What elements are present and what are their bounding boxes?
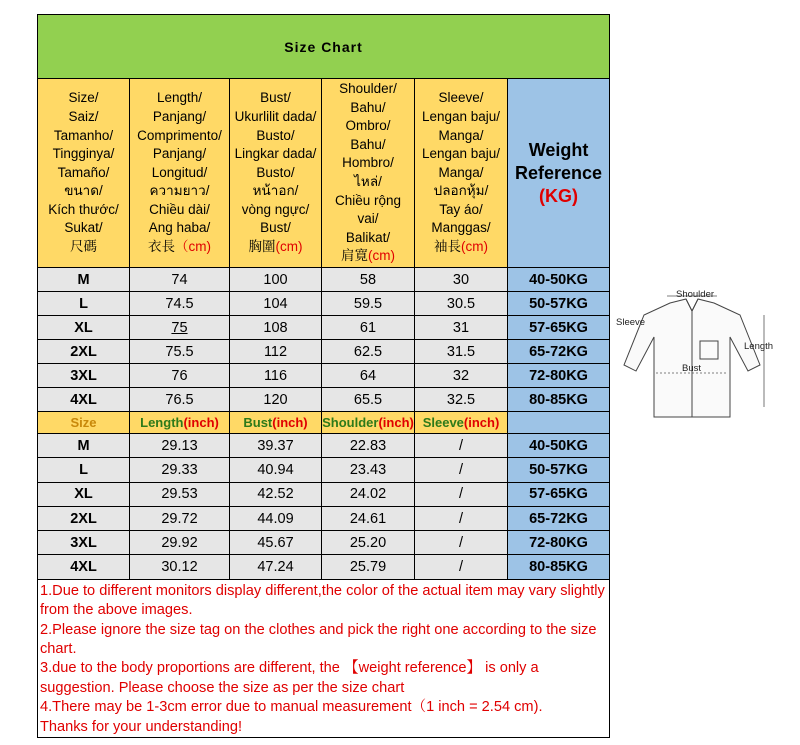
header-bust-cn: 胸圍 (248, 239, 276, 255)
h-sleeve-line: Lengan baju/ (421, 108, 501, 124)
inch-bust-cell: 45.67 (230, 531, 322, 555)
inch-header-shoulder-unit: (inch) (378, 415, 414, 430)
inch-size-cell: XL (38, 482, 130, 506)
h-size-line: Tamaño/ (57, 164, 110, 180)
cm-row (38, 268, 610, 292)
shirt-measurement-diagram (612, 285, 787, 425)
inch-sleeve-cell: / (415, 458, 508, 482)
h-shoulder-line: Ombro/ (345, 118, 391, 134)
h-shoulder-line: Balikat/ (345, 229, 391, 245)
h-shoulder-line: Shoulder/ (339, 81, 397, 97)
cm-row (38, 364, 610, 388)
cm-size-cell: M (38, 268, 130, 292)
h-shoulder-line: ไหล่/ (354, 174, 382, 189)
cm-bust-cell: 120 (230, 388, 322, 412)
inch-shoulder-cell: 23.43 (322, 458, 415, 482)
header-size (38, 79, 130, 268)
inch-size-cell: L (38, 458, 130, 482)
inch-weight-cell: 72-80KG (508, 531, 610, 555)
inch-weight-cell: 80-85KG (508, 555, 610, 579)
cm-size-cell: L (38, 292, 130, 316)
header-length-unit: （cm) (175, 239, 211, 255)
cm-sleeve-cell: 31 (415, 316, 508, 340)
h-length-line: Ang haba/ (148, 220, 211, 236)
diagram-shoulder-label: Shoulder (676, 289, 715, 300)
cm-shoulder-cell: 61 (322, 316, 415, 340)
inch-weight-cell: 40-50KG (508, 434, 610, 458)
h-shoulder-line: Bahu/ (350, 136, 386, 152)
weight-title-line2: Reference (515, 162, 603, 183)
inch-header-sleeve-label: Sleeve (422, 415, 464, 430)
inch-bust-cell: 39.37 (230, 434, 322, 458)
inch-weight-cell: 65-72KG (508, 506, 610, 530)
size-chart (37, 14, 609, 738)
inch-size-cell: 2XL (38, 506, 130, 530)
cm-bust-cell: 108 (230, 316, 322, 340)
note-1: 1.Due to different monitors display different,the color of the actual item may vary slightly from the above images. (40, 582, 605, 619)
inch-header-sleeve-unit: (inch) (463, 415, 500, 430)
h-sleeve-line: Manga/ (438, 164, 484, 180)
cm-shoulder-cell: 62.5 (322, 340, 415, 364)
h-shoulder-line: Bahu/ (350, 99, 386, 115)
inch-sleeve-cell: / (415, 555, 508, 579)
inch-header-length-unit: (inch) (183, 415, 219, 430)
h-sleeve-line: Sleeve/ (438, 90, 484, 106)
inch-length-cell: 30.12 (130, 555, 230, 579)
inch-size-cell: 3XL (38, 531, 130, 555)
cm-bust-cell: 104 (230, 292, 322, 316)
cm-sleeve-cell: 32 (415, 364, 508, 388)
cm-row (38, 292, 610, 316)
inch-size-cell: M (38, 434, 130, 458)
header-sleeve-unit: (cm) (461, 239, 488, 255)
h-length-line: Chiều dài/ (149, 201, 210, 217)
cm-shoulder-cell: 64 (322, 364, 415, 388)
inch-row (38, 458, 610, 482)
note-3: 3.due to the body proportions are different, the 【weight reference】 is only a suggestion. Please choose the size as per the size chart (40, 660, 539, 696)
h-length-line: ความยาว/ (149, 183, 210, 199)
inch-header-shoulder (322, 412, 415, 434)
cm-length-cell: 74 (130, 268, 230, 292)
cm-bust-cell: 100 (230, 268, 322, 292)
h-size-line: ขนาด/ (64, 183, 103, 199)
weight-title-line1: Weight (528, 139, 589, 160)
h-size-line: Sukat/ (64, 220, 103, 236)
inch-bust-cell: 44.09 (230, 506, 322, 530)
cm-size-cell: 4XL (38, 388, 130, 412)
inch-size-cell: 4XL (38, 555, 130, 579)
inch-length-cell: 29.72 (130, 506, 230, 530)
inch-length-cell: 29.33 (130, 458, 230, 482)
inch-header-size: Size (38, 412, 130, 434)
h-bust-line: Lingkar dada/ (234, 146, 317, 162)
inch-header-bust-unit: (inch) (272, 415, 308, 430)
inch-bust-cell: 42.52 (230, 482, 322, 506)
h-sleeve-line: Manggas/ (431, 220, 491, 236)
inch-length-cell: 29.53 (130, 482, 230, 506)
inch-header-weight-blank (508, 412, 610, 434)
cm-sleeve-cell: 31.5 (415, 340, 508, 364)
notes (38, 579, 610, 737)
inch-shoulder-cell: 22.83 (322, 434, 415, 458)
header-shoulder (322, 79, 415, 268)
inch-sleeve-cell: / (415, 482, 508, 506)
h-length-line: Longitud/ (151, 164, 208, 180)
note-thanks: Thanks for your understanding! (40, 718, 242, 735)
inch-sleeve-cell: / (415, 531, 508, 555)
h-bust-line: Ukurlilit dada/ (234, 108, 317, 124)
diagram-sleeve-label: Sleeve (616, 317, 646, 328)
header-sleeve (415, 79, 508, 268)
cm-row (38, 388, 610, 412)
h-length-line: Length/ (156, 90, 203, 106)
inch-bust-cell: 47.24 (230, 555, 322, 579)
inch-row (38, 434, 610, 458)
h-bust-line: Busto/ (256, 127, 295, 143)
inch-length-cell: 29.92 (130, 531, 230, 555)
inch-header-bust (230, 412, 322, 434)
cm-length-cell: 76 (130, 364, 230, 388)
cm-size-cell: 3XL (38, 364, 130, 388)
diagram-bust-label: Bust (682, 363, 702, 374)
inch-header-bust-label: Bust (243, 415, 273, 430)
inch-length-cell: 29.13 (130, 434, 230, 458)
header-shoulder-cn: 肩寛 (341, 248, 368, 264)
h-length-line: Panjang/ (152, 146, 207, 162)
inch-shoulder-cell: 24.02 (322, 482, 415, 506)
inch-header-length-label: Length (140, 415, 184, 430)
header-bust (230, 79, 322, 268)
cm-shoulder-cell: 59.5 (322, 292, 415, 316)
h-size-line: Saiz/ (68, 108, 99, 124)
h-bust-line: Bust/ (260, 220, 291, 236)
inch-row (38, 555, 610, 579)
inch-sleeve-cell: / (415, 506, 508, 530)
cm-row (38, 316, 610, 340)
cm-length-cell: 74.5 (130, 292, 230, 316)
weight-unit: (KG) (539, 185, 579, 206)
h-sleeve-line: ปลอกหุ้ม/ (433, 183, 489, 199)
header-weight-reference (508, 79, 610, 268)
header-length (130, 79, 230, 268)
cm-shoulder-cell: 65.5 (322, 388, 415, 412)
header-sleeve-cn: 袖長 (434, 239, 461, 255)
h-size-line: Size/ (68, 90, 99, 106)
h-bust-line: Bust/ (260, 90, 291, 106)
diagram-length-label: Length (744, 341, 774, 352)
inch-row (38, 531, 610, 555)
cm-length-cell: 76.5 (130, 388, 230, 412)
cm-row (38, 340, 610, 364)
note-4: 4.There may be 1-3cm error due to manual measurement（1 inch = 2.54 cm). (40, 699, 543, 716)
cm-bust-cell: 112 (230, 340, 322, 364)
h-size-line: 尺碼 (70, 239, 97, 255)
header-bust-unit: (cm) (275, 239, 303, 255)
inch-shoulder-cell: 24.61 (322, 506, 415, 530)
inch-row (38, 506, 610, 530)
page-title: Size Chart (38, 15, 610, 79)
cm-sleeve-cell: 30 (415, 268, 508, 292)
h-shoulder-line: Chiều rộng (334, 192, 402, 208)
note-2: 2.Please ignore the size tag on the clothes and pick the right one according to the size chart. (40, 621, 597, 657)
header-length-cn: 衣長 (148, 239, 175, 255)
cm-weight-cell: 72-80KG (508, 364, 610, 388)
h-bust-line: Busto/ (256, 164, 295, 180)
cm-weight-cell: 40-50KG (508, 268, 610, 292)
h-bust-line: vòng ngực/ (241, 201, 310, 217)
cm-weight-cell: 57-65KG (508, 316, 610, 340)
inch-shoulder-cell: 25.20 (322, 531, 415, 555)
inch-header-shoulder-label: Shoulder (322, 415, 379, 430)
h-sleeve-line: Tay áo/ (439, 201, 483, 217)
cm-length-cell: 75 (130, 316, 230, 340)
cm-length-cell: 75.5 (130, 340, 230, 364)
cm-bust-cell: 116 (230, 364, 322, 388)
header-shoulder-unit: (cm) (368, 248, 395, 264)
h-size-line: Tamanho/ (53, 127, 114, 143)
cm-weight-cell: 65-72KG (508, 340, 610, 364)
inch-row (38, 482, 610, 506)
inch-weight-cell: 57-65KG (508, 482, 610, 506)
multilingual-header-row (38, 79, 610, 268)
inch-bust-cell: 40.94 (230, 458, 322, 482)
inch-shoulder-cell: 25.79 (322, 555, 415, 579)
cm-weight-cell: 80-85KG (508, 388, 610, 412)
h-sleeve-line: Lengan baju/ (421, 146, 501, 162)
size-table (37, 14, 610, 738)
h-length-line: Panjang/ (152, 108, 207, 124)
inch-weight-cell: 50-57KG (508, 458, 610, 482)
inch-sleeve-cell: / (415, 434, 508, 458)
cm-sleeve-cell: 30.5 (415, 292, 508, 316)
inch-header-row (38, 412, 610, 434)
cm-size-cell: XL (38, 316, 130, 340)
cm-size-cell: 2XL (38, 340, 130, 364)
h-sleeve-line: Manga/ (438, 127, 484, 143)
h-bust-line: หน้าอก/ (252, 183, 299, 199)
h-size-line: Tingginya/ (52, 146, 115, 162)
h-size-line: Kích thước/ (48, 201, 119, 217)
cm-shoulder-cell: 58 (322, 268, 415, 292)
cm-sleeve-cell: 32.5 (415, 388, 508, 412)
inch-header-length (130, 412, 230, 434)
inch-header-sleeve (415, 412, 508, 434)
h-length-line: Comprimento/ (137, 127, 222, 143)
h-shoulder-line: vai/ (357, 211, 379, 227)
h-shoulder-line: Hombro/ (342, 155, 394, 171)
cm-weight-cell: 50-57KG (508, 292, 610, 316)
